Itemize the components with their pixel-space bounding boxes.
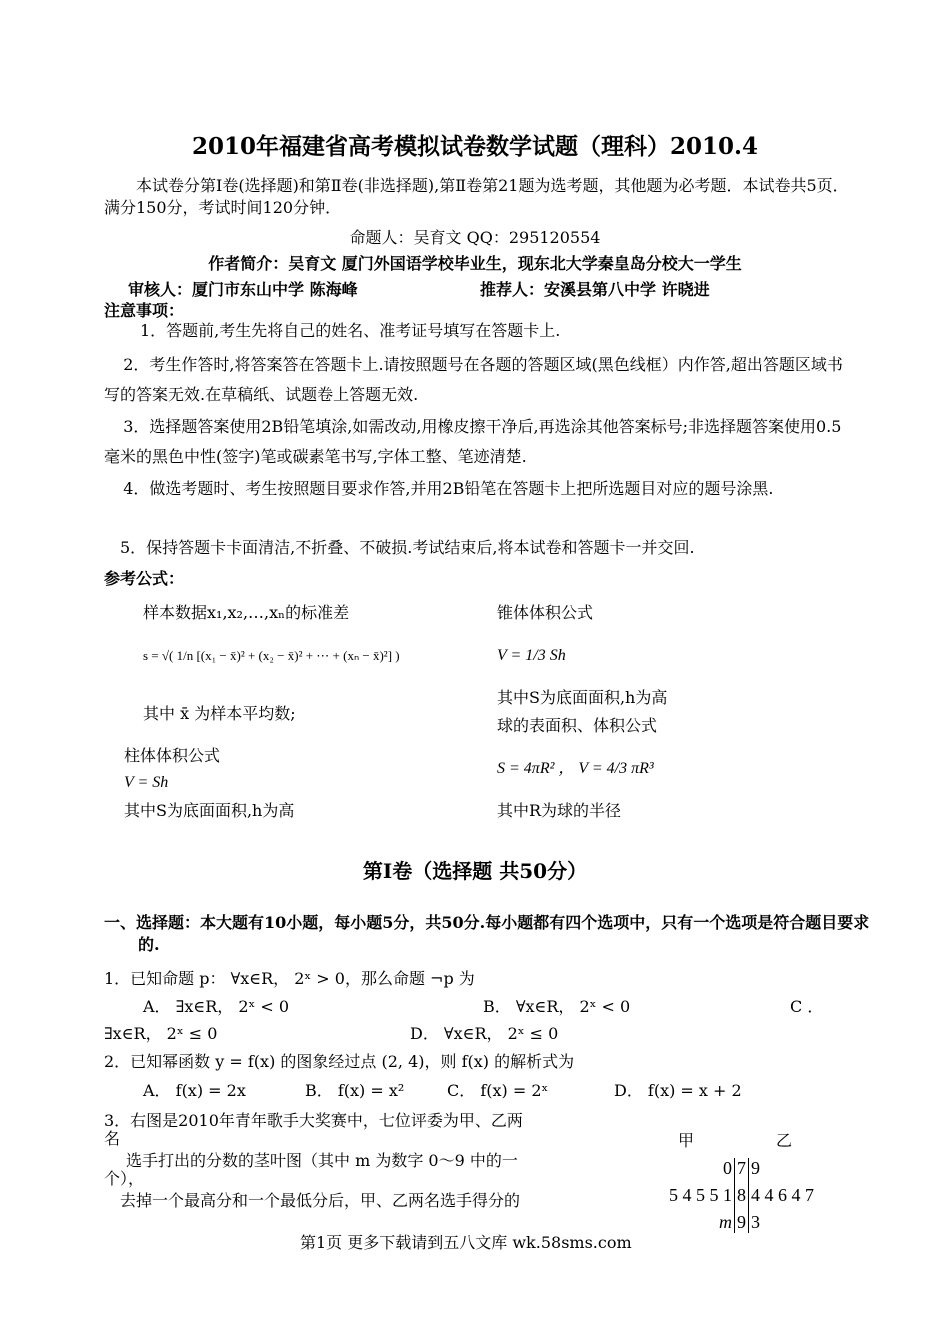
stemleaf-right: 4 4 6 4 7: [751, 1185, 814, 1205]
stemleaf-stem: 9: [735, 1212, 749, 1233]
q2-stem: 2．已知幂函数 y = f(x) 的图象经过点 (2, 4)，则 f(x) 的解析式为: [104, 1052, 575, 1071]
intro-paragraph: 本试卷分第Ⅰ卷(选择题)和第Ⅱ卷(非选择题),第Ⅱ卷第21题为选考题，其他题为必考题．本试卷共5页．满分150分，考试时间120分钟．: [104, 176, 849, 217]
cone-formula: V = 1/3 Sh: [497, 647, 566, 664]
stemleaf-left: m: [719, 1212, 732, 1232]
sphere-note: 其中R为球的半径: [497, 801, 622, 820]
q3-line1: 3．右图是2010年青年歌手大奖赛中，七位评委为甲、乙两: [104, 1111, 523, 1130]
q2-option-a: A． f(x) = 2x: [143, 1081, 246, 1100]
std-label: 样本数据x₁,x₂,…,xₙ的标准差: [143, 603, 350, 622]
cone-label: 锥体体积公式: [497, 603, 594, 622]
prism-note: 其中S为底面面积,h为高: [124, 801, 295, 820]
author-bio: 作者简介：吴育文 厦门外国语学校毕业生，现东北大学秦皇岛分校大一学生: [208, 254, 742, 273]
note-item-1: 1．答题前,考生先将自己的姓名、准考证号填写在答题卡上.: [140, 321, 561, 340]
q1-option-c-label: C ．: [790, 997, 824, 1016]
q2-option-d: D． f(x) = x + 2: [614, 1081, 742, 1100]
q1-stem: 1．已知命题 p： ∀x∈R， 2ˣ > 0，那么命题 ¬p 为: [104, 969, 475, 988]
q1-option-d: D． ∀x∈R， 2ˣ ≤ 0: [410, 1024, 559, 1043]
note-item-3: 3．选择题答案使用2B铅笔填涂,如需改动,用橡皮擦干净后,再选涂其他答案标号;非选择题答案使用0.5毫米的黑色中性(签字)笔或碳素笔书写,字体工整、笔迹清楚.: [104, 417, 842, 466]
page-footer: 第1页 更多下载请到五八文库 wk.58sms.com: [300, 1233, 632, 1252]
prism-label: 柱体体积公式: [124, 746, 221, 765]
q1-option-a: A． ∃x∈R， 2ˣ < 0: [143, 997, 290, 1016]
q3-line2b: 个），: [104, 1169, 145, 1188]
stemleaf-right: 3: [751, 1212, 760, 1232]
q3-line1b: 名: [104, 1129, 121, 1148]
formulas-heading: 参考公式：: [104, 569, 185, 588]
part1-instruction: 一、选择题：本大题有10小题，每小题5分，共50分.每小题都有四个选项中，只有一个选项是符合题目要求的.: [104, 913, 870, 954]
q3-line3: 去掉一个最高分和一个最低分后，甲、乙两名选手得分的: [120, 1191, 521, 1210]
stemleaf-left: 5 4 5 5 1: [669, 1185, 732, 1205]
stemleaf-row: [630, 1179, 871, 1212]
recommender: 推荐人：安溪县第八中学 许晓进: [480, 280, 710, 299]
stemleaf-row: [630, 1158, 871, 1179]
page-title: 2010年福建省高考模拟试卷数学试题（理科）2010.4: [191, 133, 759, 160]
notes-heading: 注意事项：: [104, 301, 185, 320]
cone-note: 其中S为底面面积,h为高: [497, 688, 668, 707]
q3-line2: 选手打出的分数的茎叶图（其中 m 为数字 0～9 中的一: [126, 1151, 518, 1170]
part1-heading: 第Ⅰ卷（选择题 共50分）: [362, 859, 588, 883]
reviewer: 审核人：厦门市东山中学 陈海峰: [128, 280, 358, 299]
q2-option-b: B． f(x) = x²: [305, 1081, 405, 1100]
q2-option-c: C． f(x) = 2ˣ: [447, 1081, 549, 1100]
stemleaf-row: [630, 1212, 871, 1233]
note-item-2: 2．考生作答时,将答案答在答题卡上.请按照题号在各题的答题区域(黑色线框）内作答,超出答题区域书写的答案无效.在草稿纸、试题卷上答题无效.: [104, 355, 843, 404]
stemleaf-stem: 7: [735, 1158, 749, 1179]
stemleaf-right: 9: [751, 1158, 760, 1178]
q1-option-c: ∃x∈R， 2ˣ ≤ 0: [104, 1024, 218, 1043]
stemleaf-left: 0: [723, 1158, 732, 1178]
sphere-formula: S = 4πR² ， V = 4/3 πR³: [497, 760, 654, 777]
stemleaf-right-label: 乙: [776, 1131, 793, 1150]
mean-note: 其中 x̄ 为样本平均数;: [143, 704, 296, 723]
stemleaf-left-label: 甲: [678, 1131, 695, 1150]
std-formula: s = √( 1/n [(x₁ − x̄)² + (x₂ − x̄)² + ⋯ + (xₙ − x̄)²] ): [143, 648, 400, 663]
q1-option-b: B． ∀x∈R， 2ˣ < 0: [483, 997, 631, 1016]
note-item-5: 5．保持答题卡卡面清洁,不折叠、不破损.考试结束后,将本试卷和答题卡一并交回.: [120, 538, 695, 557]
stemleaf-stem: 8: [735, 1179, 749, 1212]
note-item-4: 4．做选考题时、考生按照题目要求作答,并用2B铅笔在答题卡上把所选题目对应的题号涂黑.: [123, 479, 774, 498]
stem-leaf-plot: [630, 1158, 871, 1233]
prism-formula: V = Sh: [124, 774, 169, 791]
author-line: 命题人：吴育文 QQ：295120554: [349, 228, 601, 247]
sphere-label: 球的表面积、体积公式: [497, 716, 658, 735]
